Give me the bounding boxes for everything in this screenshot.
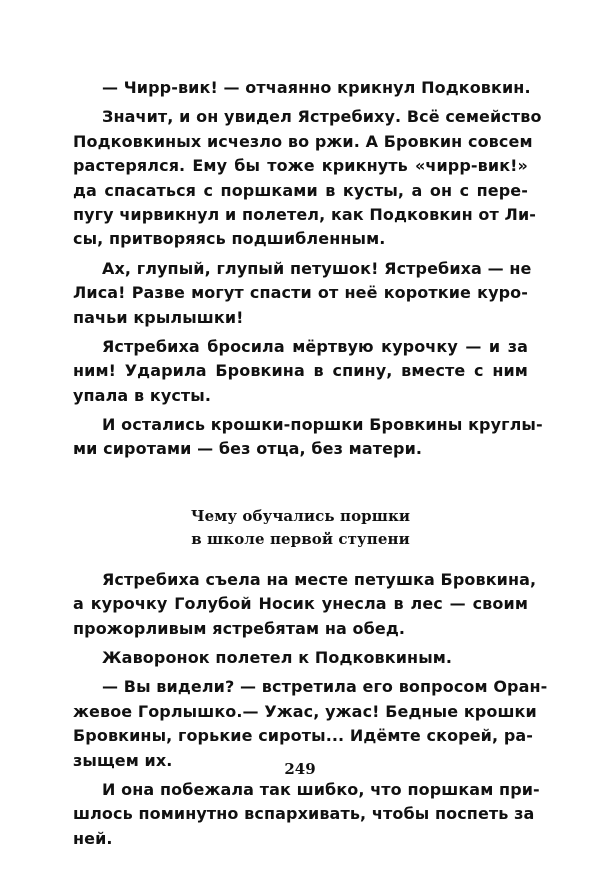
paragraph — [73, 105, 542, 251]
text-line: шлось поминутно вспархивать, чтобы поспеть за — [73, 804, 535, 824]
text-line: прожорливым ястребятам на обед. — [73, 618, 406, 638]
text-line: ней. — [73, 828, 113, 848]
text-line: Подковкиных исчезло во ржи. А Бровкин совсем — [73, 131, 533, 151]
text-line: Лиса! Разве могут спасти от неё короткие куро- — [73, 283, 528, 303]
text-line: пачьи крылышки! — [73, 307, 244, 327]
text-line: Ястребиха бросила мёртвую курочку — и за — [102, 336, 528, 356]
paragraph — [73, 413, 543, 462]
text-line: растерялся. Ему бы тоже крикнуть «чирр-вик!» — [73, 156, 528, 176]
paragraph — [73, 257, 532, 330]
text-line: И она побежала так шибко, что поршкам при- — [102, 779, 540, 799]
book-page — [73, 76, 548, 851]
text-line: Ах, глупый, глупый петушок! Ястребиха — не — [102, 258, 532, 278]
heading-line: Чему обучались поршки — [190, 506, 411, 525]
paragraph — [73, 646, 528, 670]
paragraph — [73, 335, 528, 408]
text-line: зыщем их. — [73, 750, 173, 770]
paragraph — [73, 675, 548, 773]
text-line: ми сиротами — без отца, без матери. — [73, 439, 423, 459]
text-line: жевое Горлышко.— Ужас, ужас! Бедные крошки — [73, 701, 537, 721]
section-heading — [73, 505, 528, 551]
text-line: — Вы видели? — встретила его вопросом Оран- — [102, 677, 548, 697]
page-number: 249 — [284, 760, 316, 778]
text-line: пугу чирвикнул и полетел, как Подковкин от Ли- — [73, 204, 536, 224]
paragraph — [73, 778, 540, 851]
text-line: ним! Ударила Бровкина в спину, вместе с ним — [73, 361, 528, 381]
paragraph — [73, 568, 537, 641]
text-line: а курочку Голубой Носик унесла в лес — своим — [73, 594, 528, 614]
heading-line: в школе первой ступени — [191, 529, 410, 548]
text-line: Ястребиха съела на месте петушка Бровкина, — [102, 569, 537, 589]
text-line: — Чирр-вик! — отчаянно крикнул Подковкин. — [102, 78, 531, 97]
text-line: Бровкины, горькие сироты... Идёмте скорей, ра- — [73, 726, 534, 746]
text-line: да спасаться с поршками в кусты, а он с пере- — [73, 180, 528, 200]
text-line: Жаворонок полетел к Подковкиным. — [102, 648, 453, 668]
text-line: сы, притворяясь подшибленным. — [73, 229, 386, 249]
text-line: упала в кусты. — [73, 385, 212, 405]
text-line: Значит, и он увидел Ястребиху. Всё семейство — [102, 107, 542, 127]
text-line: И остались крошки-поршки Бровкины круглы- — [102, 415, 543, 435]
paragraph — [73, 76, 531, 100]
